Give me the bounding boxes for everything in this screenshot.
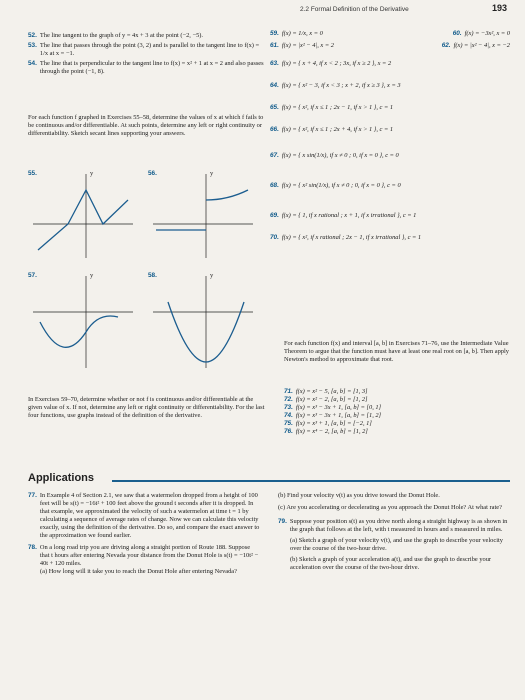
graph-55-plot [28,170,138,262]
graph-57 [28,272,138,372]
exercise-67: 67. f(x) = { x sin(1/x), if x ≠ 0 ; 0, if x = 0 }, c = 0 [270,152,399,159]
graph-58 [148,272,258,372]
exercise-52: 52. The line tangent to the graph of y = 4x + 3 at the point (−2, −5). [28,32,204,39]
right-exercises [270,30,510,242]
exercise-68: 68. f(x) = { x² sin(1/x), if x ≠ 0 ; 0, if x = 0 }, c = 0 [270,182,401,189]
applications-rule [112,480,510,482]
graph-number: 57. [28,272,37,279]
exercise-78c: (c) Are you accelerating or decelerating as you approach the Donut Hole? At what rate? [278,504,502,511]
exercise-53: 53. The line that passes through the point (3, 2) and is parallel to the tangent line to f(x) = 1/x at x = −1. [28,42,260,57]
exercise-72: 72. f(x) = x² − 2, [a, b] = [1, 2] [284,396,368,403]
exercise-63: 63. f(x) = { x + 4, if x < 2 ; 3x, if x ≥ 2 }, x = 2 [270,60,392,67]
exercise-70: 70. f(x) = { x², if x rational ; 2x − 1, if x irrational }, c = 1 [270,234,422,241]
exercise-75: 75. f(x) = x³ + 1, [a, b] = [−2, 1] [284,420,372,427]
exercise-79a: (a) Sketch a graph of your velocity v(t), and use the graph to describe your velocity over the course of the two-hour drive. [290,537,503,552]
left-top-exercises [28,32,268,76]
exercise-71: 71. f(x) = x² − 5, [a, b] = [1, 3] [284,388,368,395]
exercise-62: 62. f(x) = |x² − 4|, x = −2 [441,42,510,49]
exercise-74: 74. f(x) = x³ − 3x + 1, [a, b] = [1, 2] [284,412,382,419]
axis-y-label: y [210,170,214,177]
exercise-73: 73. f(x) = x³ − 3x + 1, [a, b] = [0, 1] [284,404,382,411]
graph-number: 56. [148,170,157,177]
exercise-79b: (b) Sketch a graph of your acceleration a(t), and use the graph to describe your acceleration over the course of the two-hour drive. [290,556,492,571]
graph-number: 55. [28,170,37,177]
exercise-60: 60. f(x) = −3x², x = 0 [452,30,510,37]
instructions-71-76: For each function f(x) and interval [a, b] in Exercises 71–76, use the Intermediate Value Theorem to argue that the function must have at least one real root on [a, b]. Then apply Newton's method to approximate that root. [284,340,509,363]
applications-right [278,492,510,572]
exercise-54: 54. The line that is perpendicular to the tangent line to f(x) = x² + 1 at x = 2 and also passes through the point (−1, 8). [28,60,264,75]
axis-y-label: y [210,272,214,279]
exercise-78b: (b) Find your velocity v(t) as you drive toward the Donut Hole. [278,492,440,499]
page-number: 193 [492,3,508,13]
axis-y-label: y [90,272,94,279]
exercise-79: 79. Suppose your position s(t) as you drive north along a straight highway is as shown in the graph that follows at the left, with t measured in hours and s measured in miles. [278,518,508,533]
instructions-55-58: For each function f graphed in Exercises 55–58, determine the values of x at which f fails to be continuous and/or differentiable. At such points, determine any left or right continuity or differentiability. Sketch secant lines supporting your answers. [28,114,264,137]
instructions-59-70: In Exercises 59–70, determine whether or not f is continuous and/or differentiable at the given value of x. If not, determine any left or right continuity or differentiability. For the last four functions, use graphs instead of the definition of the derivative. [28,396,265,419]
exercise-69: 69. f(x) = { 1, if x rational ; x + 1, if x irrational }, c = 1 [270,212,417,219]
applications-heading: Applications [28,472,95,484]
graph-56-plot [148,170,258,262]
axis-y-label: y [90,170,94,177]
exercise-61: 61. f(x) = |x² − 4|, x = 2 [270,42,334,49]
graph-57-plot [28,272,138,372]
exercise-78: 78. On a long road trip you are driving along a straight portion of Route 188. Suppose that t hours after entering Nevada your distance from the Donut Hole is s(t) = −10t² − 40t + 120 miles. [28,544,259,567]
graph-58-plot [148,272,258,372]
graph-number: 58. [148,272,157,279]
exercise-65: 65. f(x) = { x², if x ≤ 1 ; 2x − 1, if x > 1 }, c = 1 [270,104,394,111]
exercise-78a: (a) How long will it take you to reach the Donut Hole after entering Nevada? [40,568,237,575]
exercise-66: 66. f(x) = { x², if x ≤ 1 ; 2x + 4, if x > 1 }, c = 1 [270,126,394,133]
exercise-64: 64. f(x) = { x² − 3, if x < 3 ; x + 2, if x ≥ 3 }, x = 3 [270,82,401,89]
exercise-59: 59. f(x) = 1/x, x = 0 [270,30,323,37]
exercise-77: 77. In Example 4 of Section 2.1, we saw that a watermelon dropped from a height of 100 feet will be s(t) = −16t² + 100 feet above the ground t seconds after it is dropped. In that example, we approximated the velocity of such a watermelon at time t = 1 by calculating a sequence of average rates of change. Now we can calculate this velocity exactly, using the definition of the derivative. Do so, and compare the exact answer to the approximation we found earlier. [28,492,260,539]
newton-list [284,388,510,436]
graph-55 [28,170,138,262]
running-header: 2.2 Formal Definition of the Derivative [300,6,409,13]
applications-left [28,492,260,576]
exercise-76: 76. f(x) = x⁴ − 2, [a, b] = [1, 2] [284,428,368,435]
graph-56 [148,170,258,262]
